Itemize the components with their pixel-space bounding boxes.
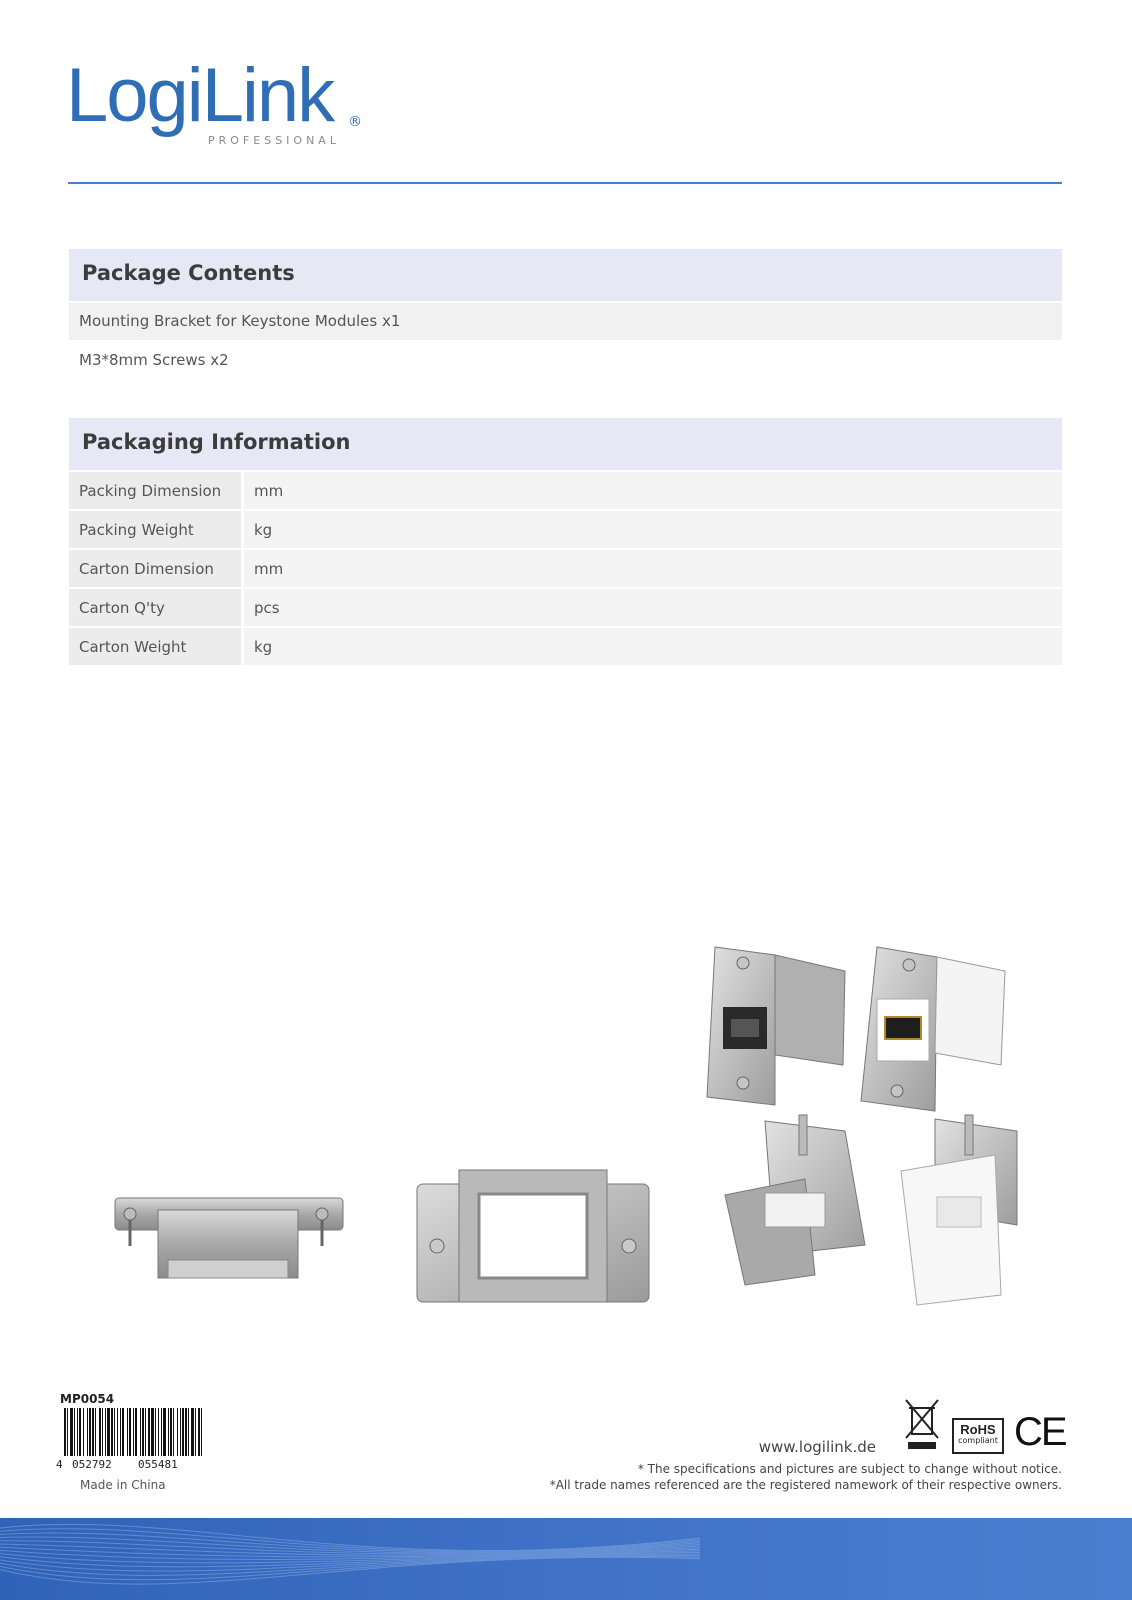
logo-registered-mark: ® bbox=[348, 114, 362, 130]
list-item bbox=[69, 342, 1062, 379]
rohs-subtext: compliant bbox=[958, 1436, 998, 1445]
list-item bbox=[69, 303, 1062, 340]
made-in-label: Made in China bbox=[80, 1478, 166, 1492]
logo-tagline: PROFESSIONAL bbox=[208, 134, 340, 147]
package-contents-title: Package Contents bbox=[82, 261, 295, 285]
row-label: Packing Weight bbox=[79, 521, 194, 539]
trademark-note: *All trade names referenced are the registered namework of their respective owners. bbox=[549, 1478, 1062, 1492]
row-label: Carton Weight bbox=[79, 638, 187, 656]
footer-band bbox=[0, 1518, 1132, 1600]
barcode-digits-right: 055481 bbox=[138, 1458, 178, 1468]
rohs-text: RoHS bbox=[960, 1422, 996, 1437]
package-item-text: Mounting Bracket for Keystone Modules x1 bbox=[79, 312, 401, 330]
model-number: MP0054 bbox=[60, 1392, 115, 1406]
table-row bbox=[69, 628, 1062, 665]
barcode-digits-left: 052792 bbox=[72, 1458, 112, 1468]
ean-barcode bbox=[56, 1408, 206, 1468]
bracket-side-photo bbox=[110, 1190, 350, 1290]
table-row bbox=[69, 589, 1062, 626]
package-item-text: M3*8mm Screws x2 bbox=[79, 351, 229, 369]
keystone-modules-photo bbox=[705, 945, 1035, 1315]
row-value: pcs bbox=[254, 599, 280, 617]
ce-mark: CE bbox=[1014, 1410, 1066, 1454]
package-contents-header bbox=[69, 249, 1062, 301]
row-value: mm bbox=[254, 560, 284, 578]
row-value: kg bbox=[254, 521, 273, 539]
specs-note: * The specifications and pictures are subject to change without notice. bbox=[637, 1462, 1062, 1476]
row-label: Packing Dimension bbox=[79, 482, 222, 500]
logilink-logo bbox=[66, 53, 366, 158]
bracket-front-photo bbox=[415, 1168, 655, 1308]
header-divider bbox=[68, 182, 1062, 184]
packaging-information-title: Packaging Information bbox=[82, 430, 351, 454]
rohs-badge bbox=[952, 1418, 1004, 1454]
table-row bbox=[69, 550, 1062, 587]
row-label: Carton Dimension bbox=[79, 560, 214, 578]
table-row bbox=[69, 472, 1062, 509]
table-row bbox=[69, 511, 1062, 548]
weee-bin-icon bbox=[904, 1398, 940, 1452]
packaging-information-header bbox=[69, 418, 1062, 470]
row-value: kg bbox=[254, 638, 273, 656]
logo-wordmark: LogiLink bbox=[66, 53, 334, 138]
website-link[interactable]: www.logilink.de bbox=[758, 1438, 876, 1456]
row-value: mm bbox=[254, 482, 284, 500]
row-label: Carton Q'ty bbox=[79, 599, 165, 617]
barcode-digit-prefix: 4 bbox=[56, 1458, 63, 1468]
